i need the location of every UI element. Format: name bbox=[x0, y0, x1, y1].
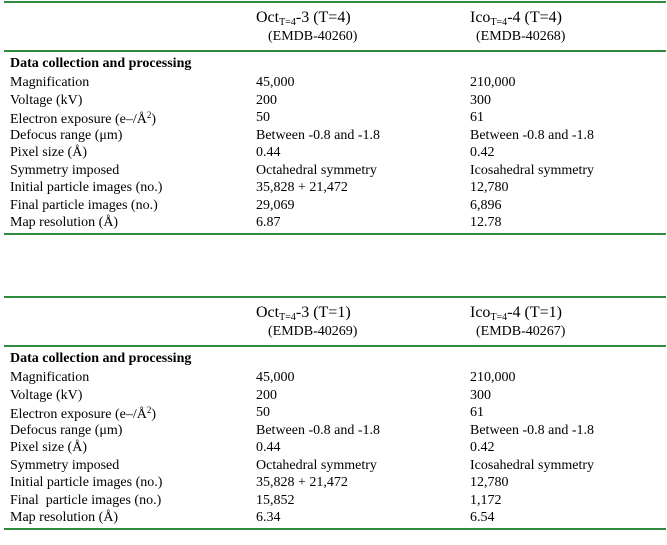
section-title: Data collection and processing bbox=[10, 56, 192, 71]
table-top-rule bbox=[4, 296, 666, 298]
row-value: 45,000 bbox=[256, 75, 295, 90]
row-value: 12,780 bbox=[470, 180, 509, 195]
row-value: 29,069 bbox=[256, 198, 295, 213]
column-header-emdb: (EMDB-40260) bbox=[268, 29, 358, 44]
row-value: 300 bbox=[470, 93, 491, 108]
row-label: Electron exposure $(e-/Å^2)$ bbox=[10, 405, 157, 422]
row-value: 61 bbox=[470, 110, 484, 125]
row-label: Magnification bbox=[10, 370, 90, 385]
row-value: 6,896 bbox=[470, 198, 502, 213]
row-value: 0.42 bbox=[470, 440, 495, 455]
row-value: 12,780 bbox=[470, 475, 509, 490]
column-header-title: Ico$_{T=4}$-4 (T=4) bbox=[470, 9, 562, 28]
row-value: 200 bbox=[256, 93, 277, 108]
row-value: Icosahedral symmetry bbox=[470, 458, 595, 473]
row-label: Final particle images (no.) bbox=[10, 493, 162, 508]
row-value: 0.42 bbox=[470, 145, 495, 160]
table-bottom-rule bbox=[4, 528, 666, 530]
table-bottom-rule bbox=[4, 233, 666, 235]
header-rule bbox=[4, 50, 666, 52]
row-value: 0.44 bbox=[256, 440, 281, 455]
row-value: 50 bbox=[256, 110, 270, 125]
row-value: 15,852 bbox=[256, 493, 295, 508]
row-label: Initial particle images (no.) bbox=[10, 475, 163, 490]
row-label: Pixel size (Å) bbox=[10, 145, 87, 160]
row-label: Voltage (kV) bbox=[10, 93, 83, 108]
row-value: 6.87 bbox=[256, 215, 281, 230]
column-header-title: Oct$_{T=4}$-3 (T=4) bbox=[256, 9, 351, 28]
row-label: Map resolution (Å) bbox=[10, 510, 119, 525]
row-value: 35,828 + 21,472 bbox=[256, 180, 348, 195]
header-rule bbox=[4, 345, 666, 347]
row-value: Octahedral symmetry bbox=[256, 458, 377, 473]
row-label: Symmetry imposed bbox=[10, 163, 120, 178]
row-value: 50 bbox=[256, 405, 270, 420]
row-value: 12.78 bbox=[470, 215, 502, 230]
row-label: Symmetry imposed bbox=[10, 458, 120, 473]
row-value: 6.34 bbox=[256, 510, 281, 525]
column-header-title: Oct$_{T=4}$-3 (T=1) bbox=[256, 304, 351, 323]
row-value: 210,000 bbox=[470, 370, 516, 385]
row-value: 0.44 bbox=[256, 145, 281, 160]
row-value: 300 bbox=[470, 388, 491, 403]
column-header-emdb: (EMDB-40268) bbox=[476, 29, 566, 44]
row-value: Between -0.8 and -1.8 bbox=[470, 128, 595, 143]
row-value: Between -0.8 and -1.8 bbox=[256, 423, 381, 438]
row-value: 61 bbox=[470, 405, 484, 420]
row-label: Map resolution (Å) bbox=[10, 215, 119, 230]
row-value: 210,000 bbox=[470, 75, 516, 90]
row-value: 45,000 bbox=[256, 370, 295, 385]
row-label: Defocus range (μm) bbox=[10, 128, 123, 143]
column-header-emdb: (EMDB-40269) bbox=[268, 324, 358, 339]
row-label: Final particle images (no.) bbox=[10, 198, 158, 213]
row-value: Icosahedral symmetry bbox=[470, 163, 595, 178]
row-value: Octahedral symmetry bbox=[256, 163, 377, 178]
row-value: 200 bbox=[256, 388, 277, 403]
row-label: Voltage (kV) bbox=[10, 388, 83, 403]
column-header-emdb: (EMDB-40267) bbox=[476, 324, 566, 339]
row-label: Pixel size (Å) bbox=[10, 440, 87, 455]
column-header-title: Ico$_{T=4}$-4 (T=1) bbox=[470, 304, 562, 323]
row-value: 1,172 bbox=[470, 493, 502, 508]
row-value: 6.54 bbox=[470, 510, 495, 525]
row-label: Initial particle images (no.) bbox=[10, 180, 163, 195]
section-title: Data collection and processing bbox=[10, 351, 192, 366]
row-label: Magnification bbox=[10, 75, 90, 90]
row-value: Between -0.8 and -1.8 bbox=[256, 128, 381, 143]
row-label: Defocus range (μm) bbox=[10, 423, 123, 438]
row-value: 35,828 + 21,472 bbox=[256, 475, 348, 490]
row-label: Electron exposure $(e-/Å^2)$ bbox=[10, 110, 157, 127]
table-top-rule bbox=[4, 1, 666, 3]
row-value: Between -0.8 and -1.8 bbox=[470, 423, 595, 438]
